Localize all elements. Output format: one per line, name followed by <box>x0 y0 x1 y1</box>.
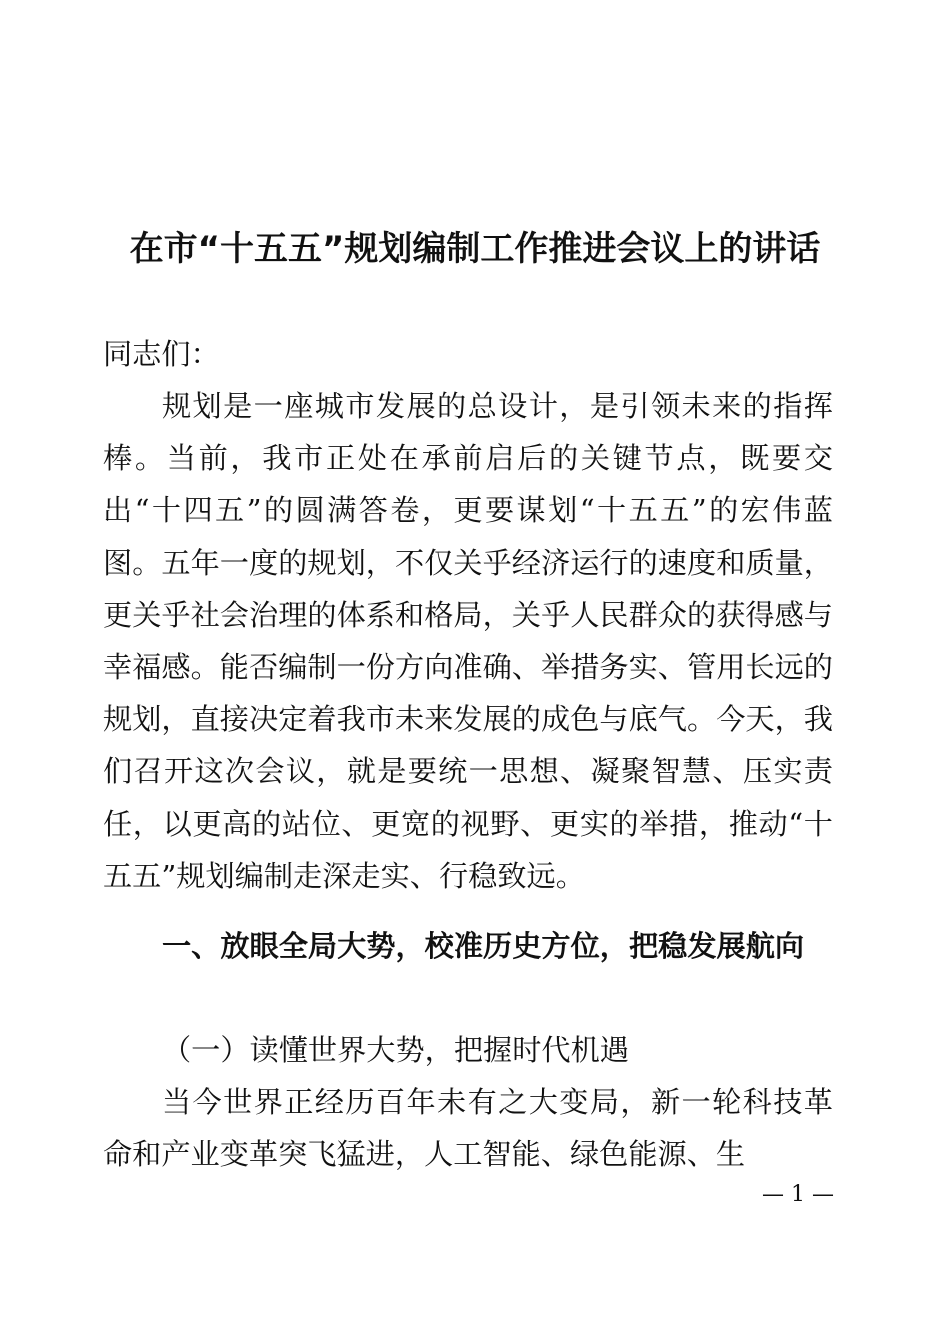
opening-paragraph: 规划是一座城市发展的总设计，是引领未来的指挥棒。当前，我市正处在承前启后的关键节点，既要交出“十四五”的圆满答卷，更要谋划“十五五”的宏伟蓝图。五年一度的规划，不仅关乎经济运行的速度和质量，更关乎社会治理的体系和格局，关乎人民群众的获得感与幸福感。能否编制一份方向准确、举措务实、管用长远的规划，直接决定着我市未来发展的成色与底气。今天，我们召开这次会议，就是要统一思想、凝聚智慧、压实责任，以更高的站位、更宽的视野、更实的举措，推动“十五五”规划编制走深走实、行稳致远。 <box>103 389 833 893</box>
section-heading-1: 一、放眼全局大势，校准历史方位，把稳发展航向 <box>162 929 805 963</box>
subsection-heading-1-1: （一）读懂世界大势，把握时代机遇 <box>162 1033 629 1067</box>
page-number: — 1 — <box>762 1182 834 1207</box>
section-paragraph: 当今世界正经历百年未有之大变局，新一轮科技革命和产业变革突飞猛进，人工智能、绿色能源、生 <box>103 1085 833 1172</box>
document-title: 在市“十五五”规划编制工作推进会议上的讲话 <box>129 229 821 269</box>
salutation: 同志们： <box>103 337 220 371</box>
